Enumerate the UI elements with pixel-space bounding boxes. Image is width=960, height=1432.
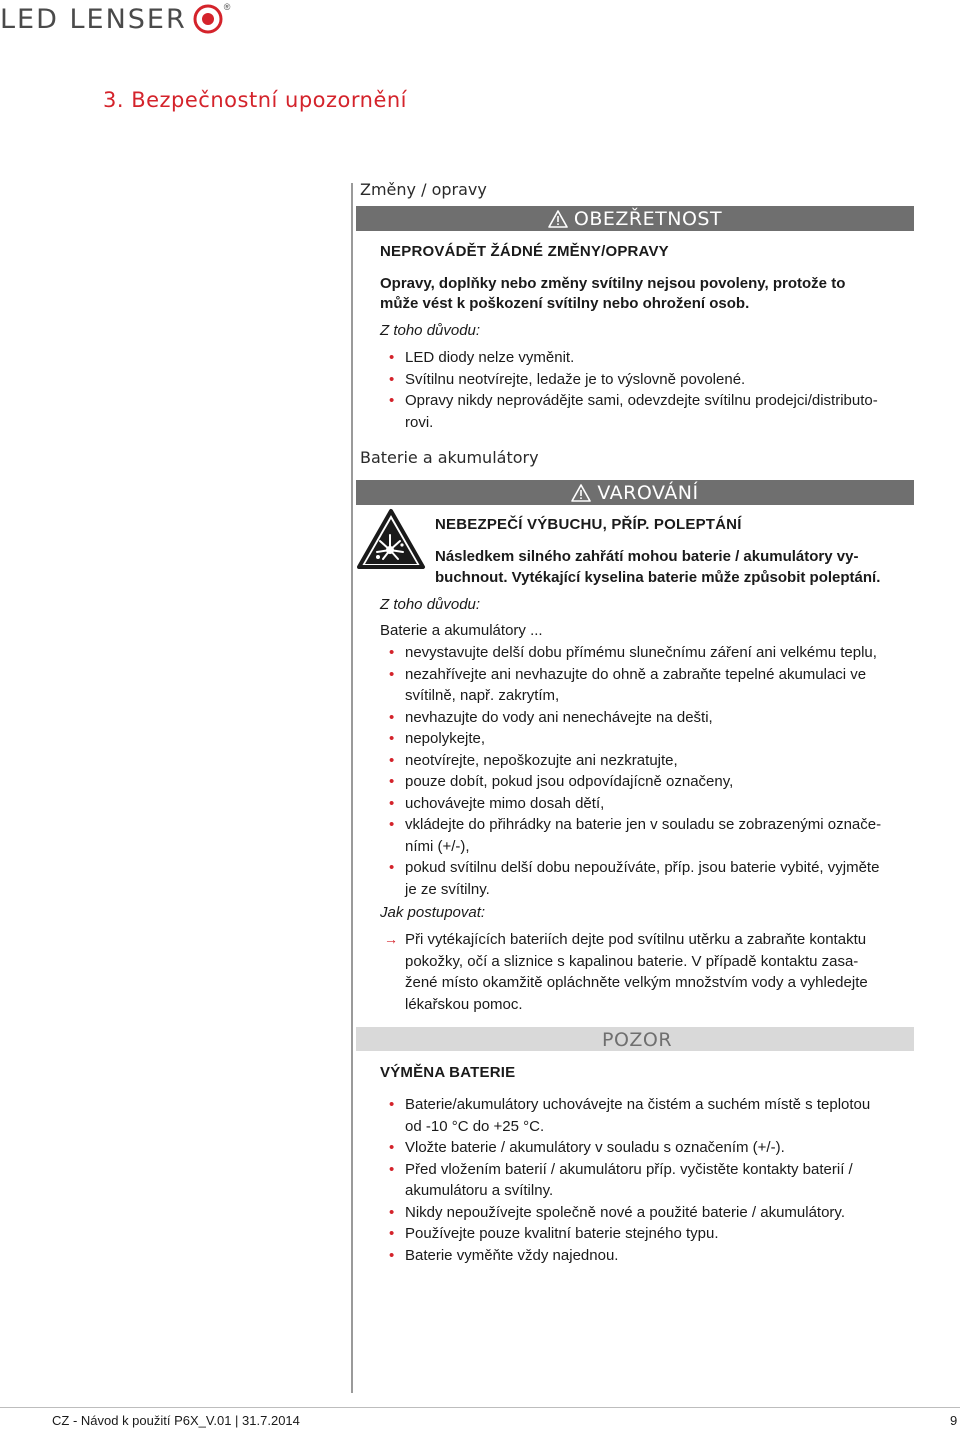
list-item: • Používejte pouze kvalitní baterie stejného typu. bbox=[389, 1225, 719, 1242]
caution-banner bbox=[356, 206, 914, 231]
section-title: 3. Bezpečnostní upozornění bbox=[103, 88, 408, 112]
list-item: • nezahřívejte ani nevhazujte do ohně a zabraňte tepelné akumulaci ve bbox=[389, 665, 867, 683]
list-item: • pokud svítilnu delší dobu nepoužíváte, příp. jsou baterie vybité, vyjměte bbox=[389, 859, 880, 876]
list-item: • Před vložením baterií / akumulátoru příp. vyčistěte kontakty baterií / bbox=[389, 1160, 853, 1178]
brand-logo bbox=[0, 2, 230, 36]
list-item-continuation: pokožky, očí a sliznice s kapalinou baterie. V případě kontaktu zasa- bbox=[405, 952, 859, 970]
procedure-list bbox=[380, 929, 925, 1015]
explosive-hazard-icon bbox=[356, 508, 426, 570]
list-item: • Nikdy nepoužívejte společně nové a použité baterie / akumulátory. bbox=[389, 1203, 845, 1221]
changes-intro-line-1: Opravy, doplňky nebo změny svítilny nejsou povoleny, protože to bbox=[380, 275, 846, 292]
battery-bullet-list bbox=[380, 642, 925, 900]
caution-banner-label: OBEZŘETNOST bbox=[573, 207, 723, 230]
list-item-continuation: ními (+/-), bbox=[405, 837, 470, 855]
list-item: • uchovávejte mimo dosah dětí, bbox=[389, 794, 605, 812]
battery-title: NEBEZPEČÍ VÝBUCHU, PŘÍP. POLEPTÁNÍ bbox=[435, 516, 742, 533]
list-item-continuation: rovi. bbox=[405, 413, 434, 431]
notice-banner-label: POZOR bbox=[602, 1029, 673, 1051]
list-item: • nevystavujte delší dobu přímému slunečnímu záření ani velkému teplu, bbox=[389, 644, 877, 661]
battery-reason-label: Z toho důvodu: bbox=[380, 596, 481, 613]
list-item: • nepolykejte, bbox=[389, 730, 486, 747]
list-item: → Při vytékajících bateriích dejte pod svítilnu utěrku a zabraňte kontaktu bbox=[380, 929, 925, 951]
arrow-right-icon: → bbox=[384, 931, 398, 947]
list-item: • Baterie vyměňte vždy najednou. bbox=[389, 1246, 619, 1264]
page-number: 9 bbox=[950, 1413, 958, 1428]
battery-desc-line-1: Následkem silného zahřátí mohou baterie / akumulátory vy- bbox=[435, 548, 859, 565]
list-item-continuation: je ze svítilny. bbox=[405, 880, 490, 898]
logo-registered-mark: ® bbox=[223, 2, 231, 12]
changes-intro-line-2: může vést k poškození svítilny nebo ohrožení osob. bbox=[380, 295, 750, 312]
list-item-continuation: žené místo okamžitě opláchněte velkým množstvím vody a vyhledejte bbox=[405, 974, 868, 991]
changes-heading: Změny / opravy bbox=[360, 180, 487, 199]
margin-rule bbox=[351, 183, 353, 1393]
list-item: • LED diody nelze vyměnit. bbox=[389, 349, 575, 366]
list-item: • Vložte baterie / akumulátory v souladu s označením (+/-). bbox=[389, 1139, 785, 1156]
battery-desc-line-2: buchnout. Vytékající kyselina baterie může způsobit poleptání. bbox=[435, 569, 881, 586]
changes-title: NEPROVÁDĚT ŽÁDNÉ ZMĚNY/OPRAVY bbox=[380, 243, 669, 260]
list-item: • nevhazujte do vody ani nenechávejte na dešti, bbox=[389, 708, 713, 726]
procedure-label: Jak postupovat: bbox=[380, 904, 486, 921]
list-item: • Baterie/akumulátory uchovávejte na čistém a suchém místě s teplotou bbox=[389, 1096, 871, 1113]
warning-triangle-icon bbox=[571, 484, 591, 502]
replacement-title: VÝMĚNA BATERIE bbox=[380, 1064, 516, 1081]
list-item: • Svítilnu neotvírejte, ledaže je to výslovně povolené. bbox=[389, 370, 746, 388]
warning-triangle-icon bbox=[548, 210, 568, 228]
battery-list-intro: Baterie a akumulátory ... bbox=[380, 622, 543, 639]
changes-bullet-list bbox=[380, 347, 920, 433]
list-item: • neotvírejte, nepoškozujte ani nezkratujte, bbox=[389, 751, 678, 769]
footer-document-info: CZ - Návod k použití P6X_V.01 | 31.7.2014 bbox=[52, 1413, 300, 1428]
warning-banner bbox=[356, 480, 914, 505]
list-item-continuation: od -10 °C do +25 °C. bbox=[405, 1117, 545, 1135]
warning-banner-label: VAROVÁNÍ bbox=[597, 481, 699, 504]
replacement-bullet-list bbox=[380, 1094, 925, 1266]
changes-reason-label: Z toho důvodu: bbox=[380, 322, 481, 339]
list-item: • vkládejte do přihrádky na baterie jen v souladu se zobrazenými označe- bbox=[389, 816, 882, 833]
list-item-continuation: lékařskou pomoc. bbox=[405, 995, 523, 1013]
list-item-continuation: akumulátoru a svítilny. bbox=[405, 1182, 554, 1199]
battery-heading: Baterie a akumulátory bbox=[360, 448, 539, 467]
logo-circle-icon bbox=[193, 4, 223, 34]
list-item: • pouze dobít, pokud jsou odpovídajícně označeny, bbox=[389, 773, 734, 790]
footer-rule bbox=[0, 1407, 960, 1408]
logo-text: LED LENSER bbox=[0, 3, 187, 35]
list-item-continuation: svítilně, např. zakrytím, bbox=[405, 687, 560, 704]
list-item: • Opravy nikdy neprovádějte sami, odevzdejte svítilnu prodejci/distributo- bbox=[389, 392, 878, 409]
